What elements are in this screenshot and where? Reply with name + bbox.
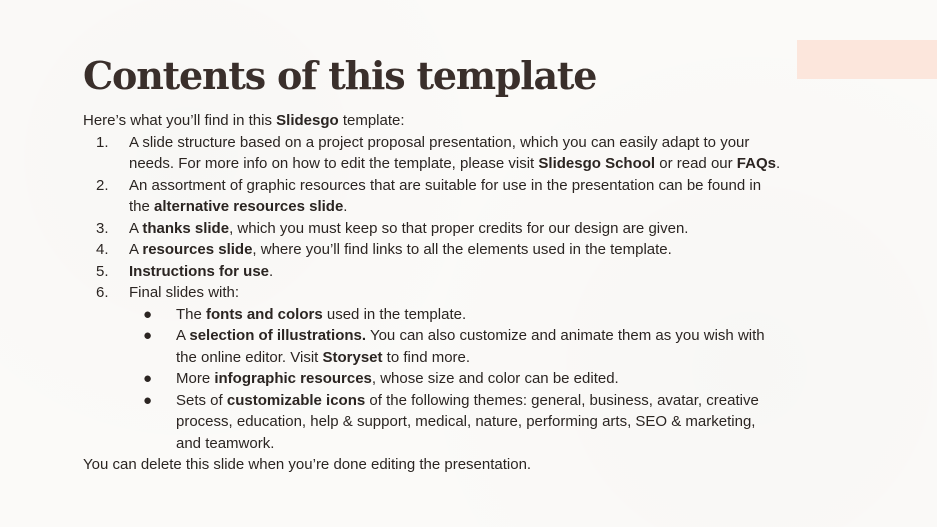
sub-item-text: Sets of	[176, 391, 227, 409]
accent-shape	[797, 40, 937, 79]
bullet-icon: ●	[143, 305, 153, 323]
infographic-link[interactable]: infographic resources	[214, 370, 372, 387]
sub-item-4	[83, 390, 883, 412]
slide-body	[83, 110, 883, 476]
list-number: 4.	[96, 241, 109, 258]
sub-item-2-cont	[83, 347, 883, 369]
sub-item-4-cont2	[83, 433, 883, 455]
sub-item-2	[83, 325, 883, 347]
outro-text: You can delete this slide when you’re done editing the presentation.	[83, 456, 532, 473]
list-item-text: needs. For more info on how to edit the template, please visit	[129, 155, 539, 172]
list-number: 1.	[96, 133, 109, 151]
illustrations-link[interactable]: selection of illustrations.	[189, 327, 367, 344]
list-item-text: , which you must keep so that proper credits for our design are given.	[229, 219, 689, 237]
alternative-resources-link[interactable]: alternative resources slide	[154, 198, 344, 215]
list-item-text: A	[129, 241, 143, 258]
sub-item-text: The	[176, 305, 207, 323]
list-item-text: or read our	[655, 155, 737, 172]
list-item-1-cont	[83, 153, 883, 175]
list-item-2	[83, 175, 883, 197]
icons-link[interactable]: customizable icons	[226, 391, 366, 409]
list-item-text: .	[269, 262, 274, 280]
list-item-4	[83, 239, 883, 261]
list-item-6	[83, 282, 883, 304]
list-item-text: .	[775, 155, 781, 172]
slide-title: Contents of this template	[83, 53, 597, 98]
list-item-2-cont	[83, 196, 883, 218]
sub-item-text: to find more.	[382, 348, 471, 366]
list-number: 3.	[96, 219, 109, 237]
list-item-text: , where you’ll find links to all the elements used in the template.	[252, 241, 672, 258]
list-number: 2.	[96, 176, 109, 194]
sub-item-text: used in the template.	[322, 305, 467, 323]
list-number: 5.	[96, 262, 109, 280]
sub-item-text: , whose size and color can be edited.	[371, 370, 619, 387]
sub-item-text: process, education, help & support, medical, nature, performing arts, SEO & marketing,	[176, 413, 756, 430]
intro-text: Here’s what you’ll find in this	[83, 112, 277, 129]
storyset-link[interactable]: Storyset	[322, 348, 383, 366]
sub-item-text: of the following themes: general, business, avatar, creative	[365, 391, 759, 409]
sub-item-4-cont	[83, 411, 883, 433]
sub-item-text: the online editor. Visit	[176, 348, 323, 366]
sub-item-3	[83, 368, 883, 390]
list-item-1	[83, 132, 883, 154]
list-item-text: .	[343, 198, 348, 215]
bullet-icon: ●	[143, 327, 153, 344]
list-item-text: A slide structure based on a project proposal presentation, which you can easily adapt to your	[129, 133, 750, 151]
slidesgo-bold: Slidesgo	[276, 112, 339, 129]
bullet-icon: ●	[143, 391, 153, 409]
list-item-text: An assortment of graphic resources that are suitable for use in the presentation can be found in	[129, 176, 762, 194]
list-number: 6.	[96, 284, 109, 301]
list-item-5	[83, 261, 883, 283]
list-item-text: the	[129, 198, 155, 215]
sub-item-1	[83, 304, 883, 326]
list-item-text: A	[129, 219, 143, 237]
faqs-link[interactable]: FAQs	[736, 155, 776, 172]
slidesgo-school-link[interactable]: Slidesgo School	[538, 155, 656, 172]
fonts-colors-link[interactable]: fonts and colors	[206, 305, 323, 323]
list-item-text: Final slides with:	[129, 284, 240, 301]
bullet-icon: ●	[143, 370, 153, 387]
sub-item-text: You can also customize and animate them as you wish with	[366, 327, 765, 344]
intro-text-end: template:	[338, 112, 405, 129]
sub-item-text: and teamwork.	[176, 434, 275, 452]
list-item-3	[83, 218, 883, 240]
outro-line	[83, 454, 883, 476]
resources-slide-link[interactable]: resources slide	[142, 241, 253, 258]
thanks-slide-link[interactable]: thanks slide	[142, 219, 230, 237]
instructions-link[interactable]: Instructions for use	[129, 262, 270, 280]
sub-item-text: A	[176, 327, 190, 344]
sub-item-text: More	[176, 370, 215, 387]
intro-line	[83, 110, 883, 132]
